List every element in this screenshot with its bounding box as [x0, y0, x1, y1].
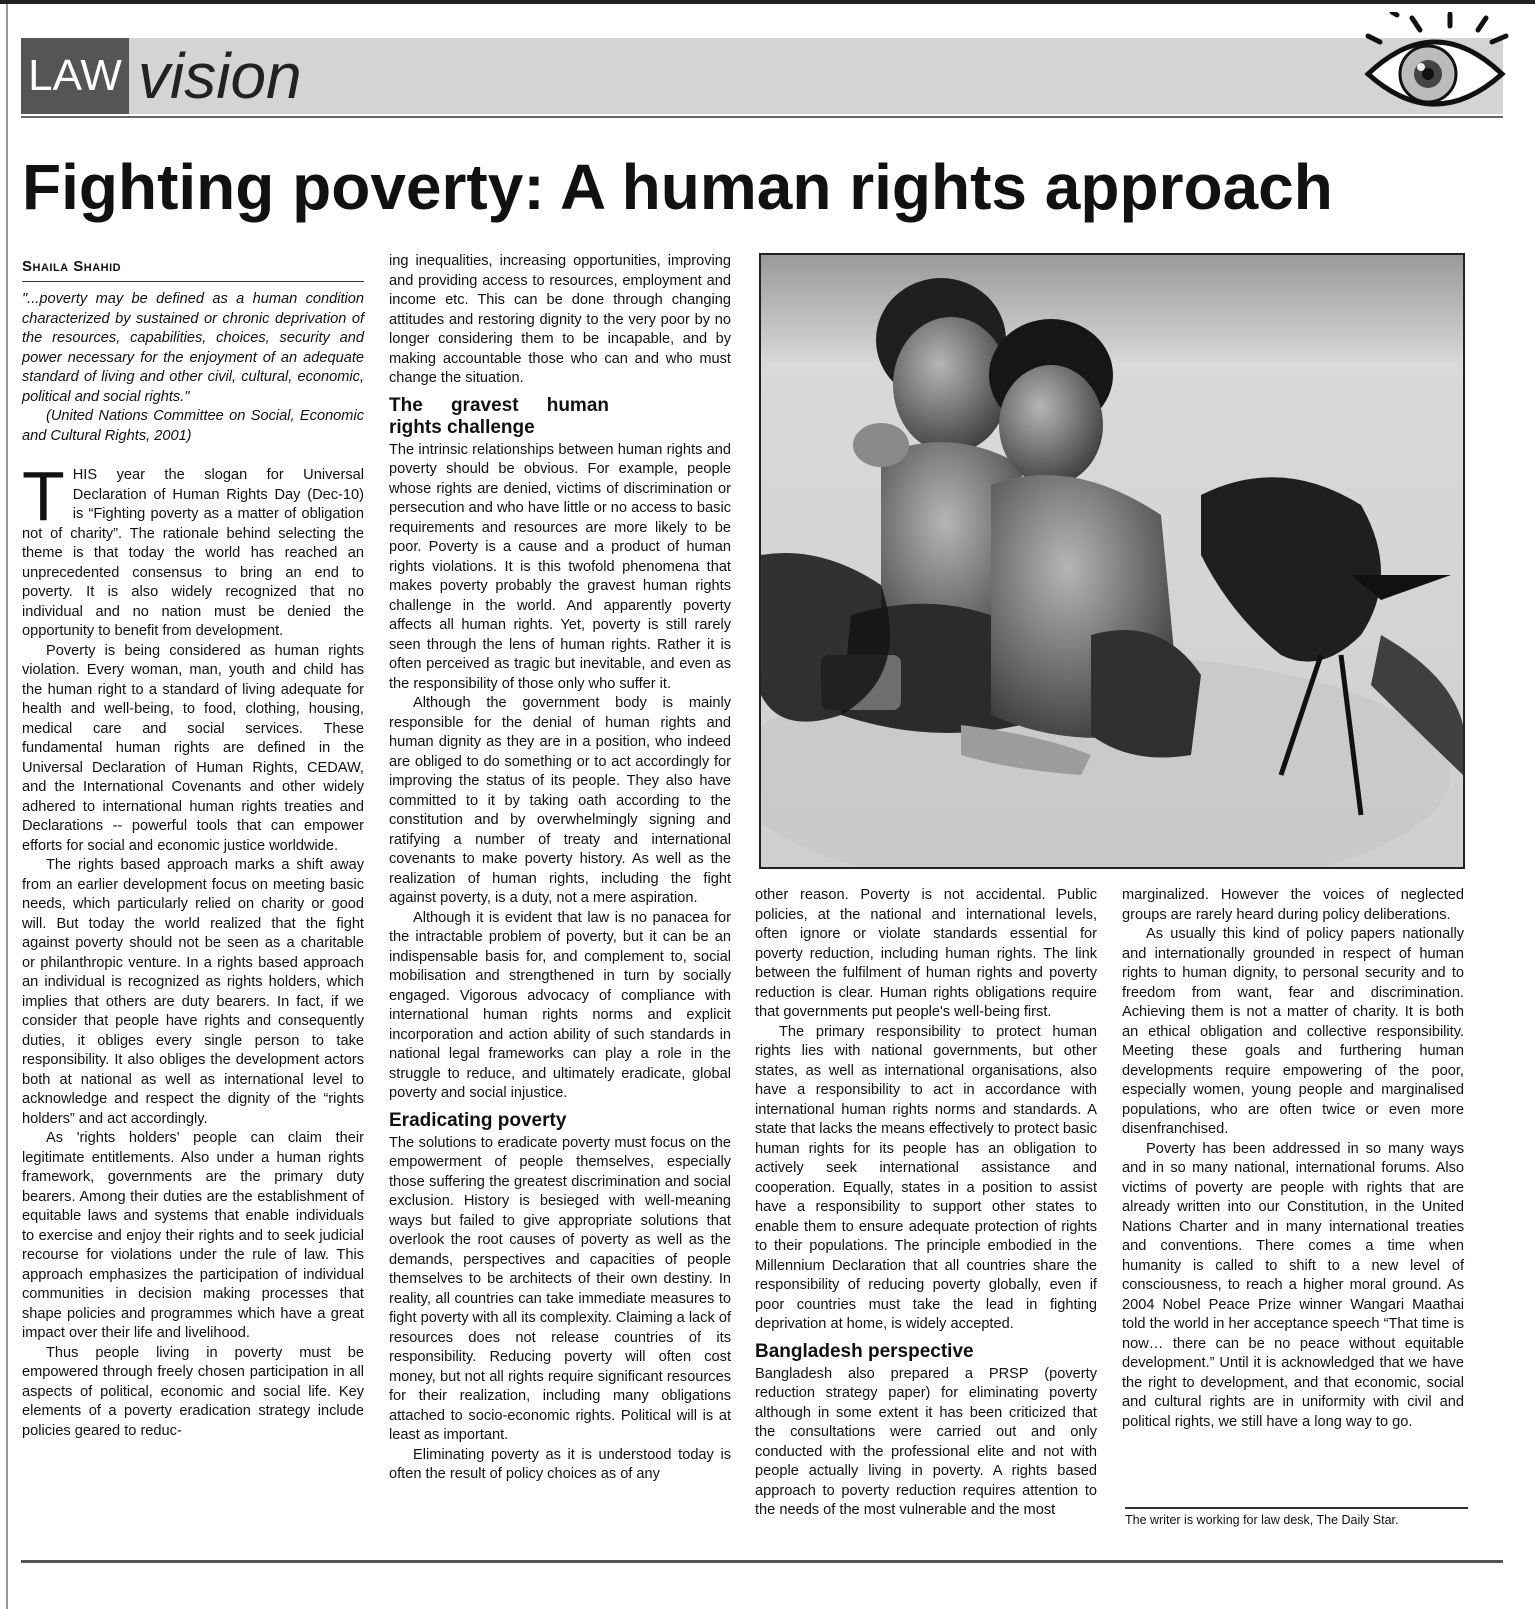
- paragraph: Although it is evident that law is no panacea for the intractable problem of poverty, but it can be an indispensable basis for, and complement to, social mobilisation and strengthened in turn by socially engaged. Vigorous advocacy of compliance with international human rights norms and explicit incorporation and action ability of such standards in national legal frameworks can play a role in the struggle to reduce, and ultimately eradicate, global poverty and social injustice.: [389, 909, 731, 1101]
- subheading: Bangladesh perspective: [755, 1340, 974, 1362]
- paragraph: marginalized. However the voices of neglected groups are rarely heard during policy deliberations.: [1122, 887, 1464, 923]
- banner-rule: [21, 116, 1503, 118]
- quote-text: "...poverty may be defined as a human condition characterized by sustained or chronic deprivation of the resources, capabilities, choices, security and power necessary for the enjoyment of an adequate standard of living and other civil, cultural, economic, political and social rights.": [22, 291, 364, 405]
- paragraph: The rights based approach marks a shift away from an earlier development focus on meeting basic needs, which particularly relied on charity or good will. But today the world realized that the fight against poverty should not be seen as a charitable or philanthropic venture. In a rights based approach an individual is recognized as rights holders, which implies that others are duty bearers. In fact, if we consider that people have rights and consequently duties, it obliges every single person to take responsibility. It also obliges the development actors both at national as well as international level to acknowledge and respect the dignity of the “rights holders” and act accordingly.: [22, 857, 364, 1127]
- paragraph: The intrinsic relationships between human rights and poverty should be obvious. For example, people whose rights are denied, victims of discrimination or persecution and who have little or no access to basic requirements and resources are more likely to be poor. Poverty is a cause and a product of human rights violations. It is this twofold phenomena that makes poverty probably the gravest human rights challenge in the world. And apparently poverty affects all human rights. Yet, poverty is still rarely seen through the lens of human rights. Rather it is often perceived as tragic but inevitable, and even as the responsibility of those only who suffer it.: [389, 441, 731, 692]
- column-4: [1122, 886, 1464, 1432]
- writer-credit: The writer is working for law desk, The Daily Star.: [1125, 1513, 1399, 1527]
- section-title: vision: [138, 40, 302, 112]
- paragraph: The primary responsibility to protect human rights lies with national governments, but other states, as well as international organisations, also have a responsibility to act in accordance with international human rights norms and standards. A state that lacks the means effectively to protect basic human rights for its people has an obligation to actively seek international assistance and cooperation. Equally, states in a position to assist have a responsibility to support other states to enable them to ensure adequate protection of rights to their populations. The principle embodied in the Millennium Declaration that all countries share the responsibility of reducing poverty globally, even if poor countries must take the lead in fighting deprivation at home, is widely accepted.: [755, 1023, 1097, 1332]
- byline: [22, 258, 364, 282]
- headline: Fighting poverty: A human rights approach: [22, 151, 1333, 223]
- byline-text: Shaila Shahid: [22, 258, 122, 275]
- article-photo: [759, 253, 1465, 869]
- paragraph: As usually this kind of policy papers nationally and internationally grounded in respect of human rights to human dignity, to personal security and to freedom from want, fear and discrimination. Achieving them is not a matter of charity. It is both an ethical obligation and collective responsibility. Meeting these goals and furthering human developments require empowering of the poor, especially women, young people and marginalised populations, who are often twice or even more disenfranchised.: [1122, 926, 1464, 1137]
- left-rule: [6, 4, 8, 1609]
- column-3: [755, 886, 1097, 1521]
- paragraph: Although the government body is mainly responsible for the denial of human rights and human dignity as they are in a position, who indeed are obliged to do something or to act accordingly for improving the status of its people. They also have committed to it by taking oath according to the constitution and by overwhelmingly signing and ratifying a number of treaty and international covenants to make poverty history. As well as the realization of human rights, including the fight against poverty, is a duty, not a mere aspiration.: [389, 695, 731, 906]
- subheading: Eradicating poverty: [389, 1109, 567, 1131]
- paragraph: Poverty is being considered as human rights violation. Every woman, man, youth and child has the human right to a standard of living adequate for health and well-being, to food, clothing, housing, medical care and social services. These fundamental human rights are defined in the Universal Declaration of Human Rights, CEDAW, and the International Covenants and other widely adhered to international human rights treaties and Declarations -- powerful tools that can empower efforts for social and economic justice worldwide.: [22, 642, 364, 854]
- credit-rule: [1125, 1507, 1468, 1509]
- bottom-rule: [21, 1560, 1503, 1563]
- paragraph: Eliminating poverty as it is understood today is often the result of policy choices as of any: [389, 1446, 731, 1482]
- eye-icon: [1360, 12, 1510, 120]
- paragraph: THIS year the slogan for Universal Declaration of Human Rights Day (Dec-10) is “Fighting poverty as a matter of obligation not of charity”. The rationale behind selecting the theme is that today the world has reached an unprecedented consensus to bring an end to poverty. It is also widely recognized that no individual and no nation must be denied the opportunity to benefit from development.: [22, 457, 364, 639]
- quote-source: (United Nations Committee on Social, Economic and Cultural Rights, 2001): [22, 408, 364, 444]
- top-rule: [0, 0, 1535, 4]
- section-label: LAW: [21, 38, 129, 114]
- paragraph: other reason. Poverty is not accidental. Public policies, at the national and international levels, often ignore or violate standards essential for poverty reduction, including human rights. The link between the fulfilment of human rights and poverty reduction is clear. Human rights obligations require that governments put people's well-being first.: [755, 887, 1097, 1020]
- paragraph: Poverty has been addressed in so many ways and in so many national, international forums. Also victims of poverty are people with rights that are already written into our Constitution, in the United Nations Charter and in many international treaties and conventions. There comes a time when humanity is called to shift to a new level of consciousness, to reach a higher moral ground. As 2004 Nobel Peace Prize winner Wangari Maathai told the world in her acceptance speech “That time is now… there can be no peace without equitable development.” Until it is acknowledged that we have the right to development, and that economic, social and cultural rights are in uniformity with civil and political rights, we still have a long way to go.: [1122, 1140, 1464, 1430]
- paragraph: As 'rights holders' people can claim their legitimate entitlements. Also under a human rights framework, governments are the primary duty bearers. Among their duties are the establishment of equitable laws and systems that enable individuals to exercise and enjoy their rights and to seek judicial recourse for violations under the rule of law. This approach emphasizes the participation of individual communities in decision making processes that shape policies and programmes which have a great impact over their life and livelihood.: [22, 1130, 364, 1341]
- paragraph: Thus people living in poverty must be empowered through freely chosen participation in all aspects of political, economic and social life. Key elements of a poverty eradication strategy include policies geared to reduc-: [22, 1344, 364, 1439]
- paragraph: ing inequalities, increasing opportunities, improving and providing access to resources, employment and income etc. This can be done through changing attitudes and restoring dignity to the very poor by no longer considering them to be incapable, and by making accountable those who can and who must change the situation.: [389, 253, 731, 386]
- paragraph: The solutions to eradicate poverty must focus on the empowerment of people themselves, especially those suffering the greatest discrimination and social exclusion. History is besieged with well-meaning ways but failed to give appropriate solutions that overlook the root causes of poverty as well as the demands, perspectives and capacities of people themselves to be architects of their own destiny. In reality, all countries can take immediate measures to fight poverty with all its complexity. Claiming a lack of resources does not release countries of its responsibility. Reducing poverty will often cost money, but not all rights require significant resources for their realization, including many obligations attached to socio-economic rights. Political will is at least as important.: [389, 1134, 731, 1443]
- column-2: [389, 252, 731, 1485]
- pull-quote: [22, 290, 364, 446]
- drop-cap: T: [22, 457, 65, 535]
- paragraph: Bangladesh also prepared a PRSP (poverty reduction strategy paper) for eliminating poverty although in some extent it has been criticized that the consultations were carried out and only conducted with the professional elite and not with people actually living in poverty. A rights based approach to poverty reduction requires attention to the needs of the most vulnerable and the most: [755, 1365, 1097, 1518]
- subheading: The gravest human rights challenge: [389, 394, 609, 438]
- column-1: [22, 290, 364, 1441]
- photo-children-crows: [761, 255, 1463, 867]
